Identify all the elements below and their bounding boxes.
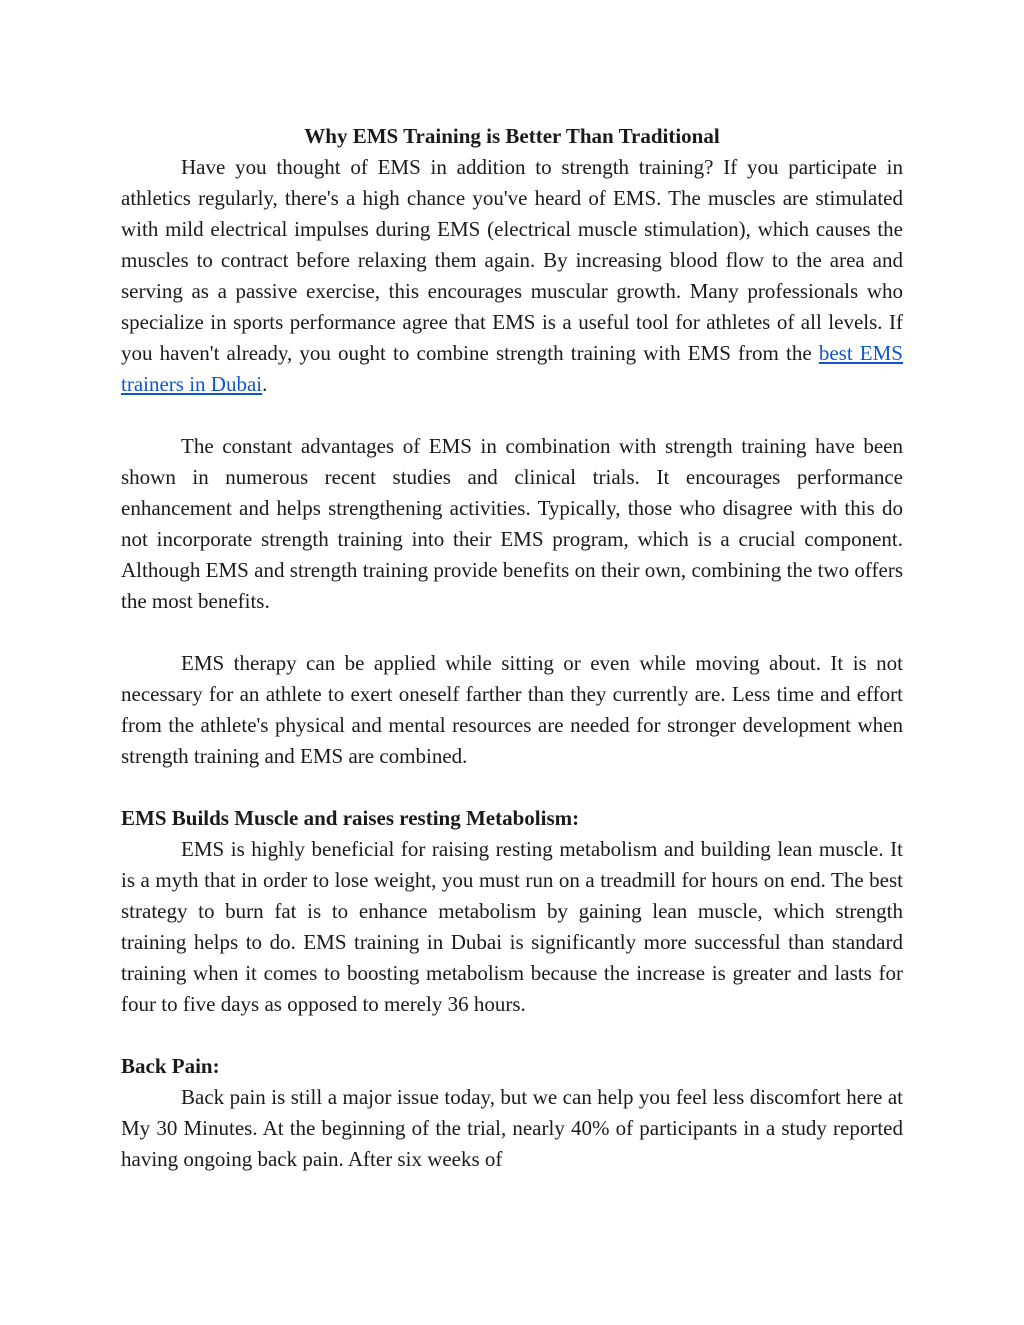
intro-text-end: .	[262, 372, 268, 396]
therapy-paragraph: EMS therapy can be applied while sitting or even while moving about. It is not necessary for an athlete to exert oneself farther than they currently are. Less time and effort from the athlete's physical and mental resources are needed for stronger development when strength training and EMS are combined.	[121, 651, 903, 768]
intro-text: Have you thought of EMS in addition to strength training? If you participate in athletics regularly, there's a high chance you've heard of EMS. The muscles are stimulated with mild electrical impulses during EMS (electrical muscle stimulation), which causes the muscles to contract before relaxing them again. By increasing blood flow to the area and serving as a passive exercise, this encourages muscular growth. Many professionals who specialize in sports performance agree that EMS is a useful tool for athletes of all levels. If you haven't already, you ought to combine strength training with EMS from the	[121, 155, 903, 365]
metabolism-paragraph: EMS is highly beneficial for raising resting metabolism and building lean muscle. It is a myth that in order to lose weight, you must run on a treadmill for hours on end. The best strategy to burn fat is to enhance metabolism by gaining lean muscle, which strength training helps to do. EMS training in Dubai is significantly more successful than standard training when it comes to boosting metabolism because the increase is greater and lasts for four to five days as opposed to merely 36 hours.	[121, 837, 903, 1016]
paragraph-spacer	[121, 400, 903, 431]
intro-paragraph	[121, 152, 903, 400]
paragraph-spacer	[121, 617, 903, 648]
metabolism-heading: EMS Builds Muscle and raises resting Metabolism:	[121, 806, 580, 830]
paragraph-spacer	[121, 772, 903, 803]
benefits-paragraph: The constant advantages of EMS in combination with strength training have been shown in numerous recent studies and clinical trials. It encourages performance enhancement and helps strengthening activities. Typically, those who disagree with this do not incorporate strength training into their EMS program, which is a crucial component. Although EMS and strength training provide benefits on their own, combining the two offers the most benefits.	[121, 434, 903, 613]
back-pain-heading: Back Pain:	[121, 1054, 220, 1078]
paragraph-spacer	[121, 1020, 903, 1051]
document-title: Why EMS Training is Better Than Traditional	[304, 124, 720, 148]
best-ems-trainers-link[interactable]: best EMS trainers in Dubai	[121, 341, 903, 396]
back-pain-paragraph: Back pain is still a major issue today, but we can help you feel less discomfort here at My 30 Minutes. At the beginning of the trial, nearly 40% of participants in a study reported having ongoing back pain. After six weeks of	[121, 1085, 903, 1171]
document-page	[121, 121, 903, 1175]
